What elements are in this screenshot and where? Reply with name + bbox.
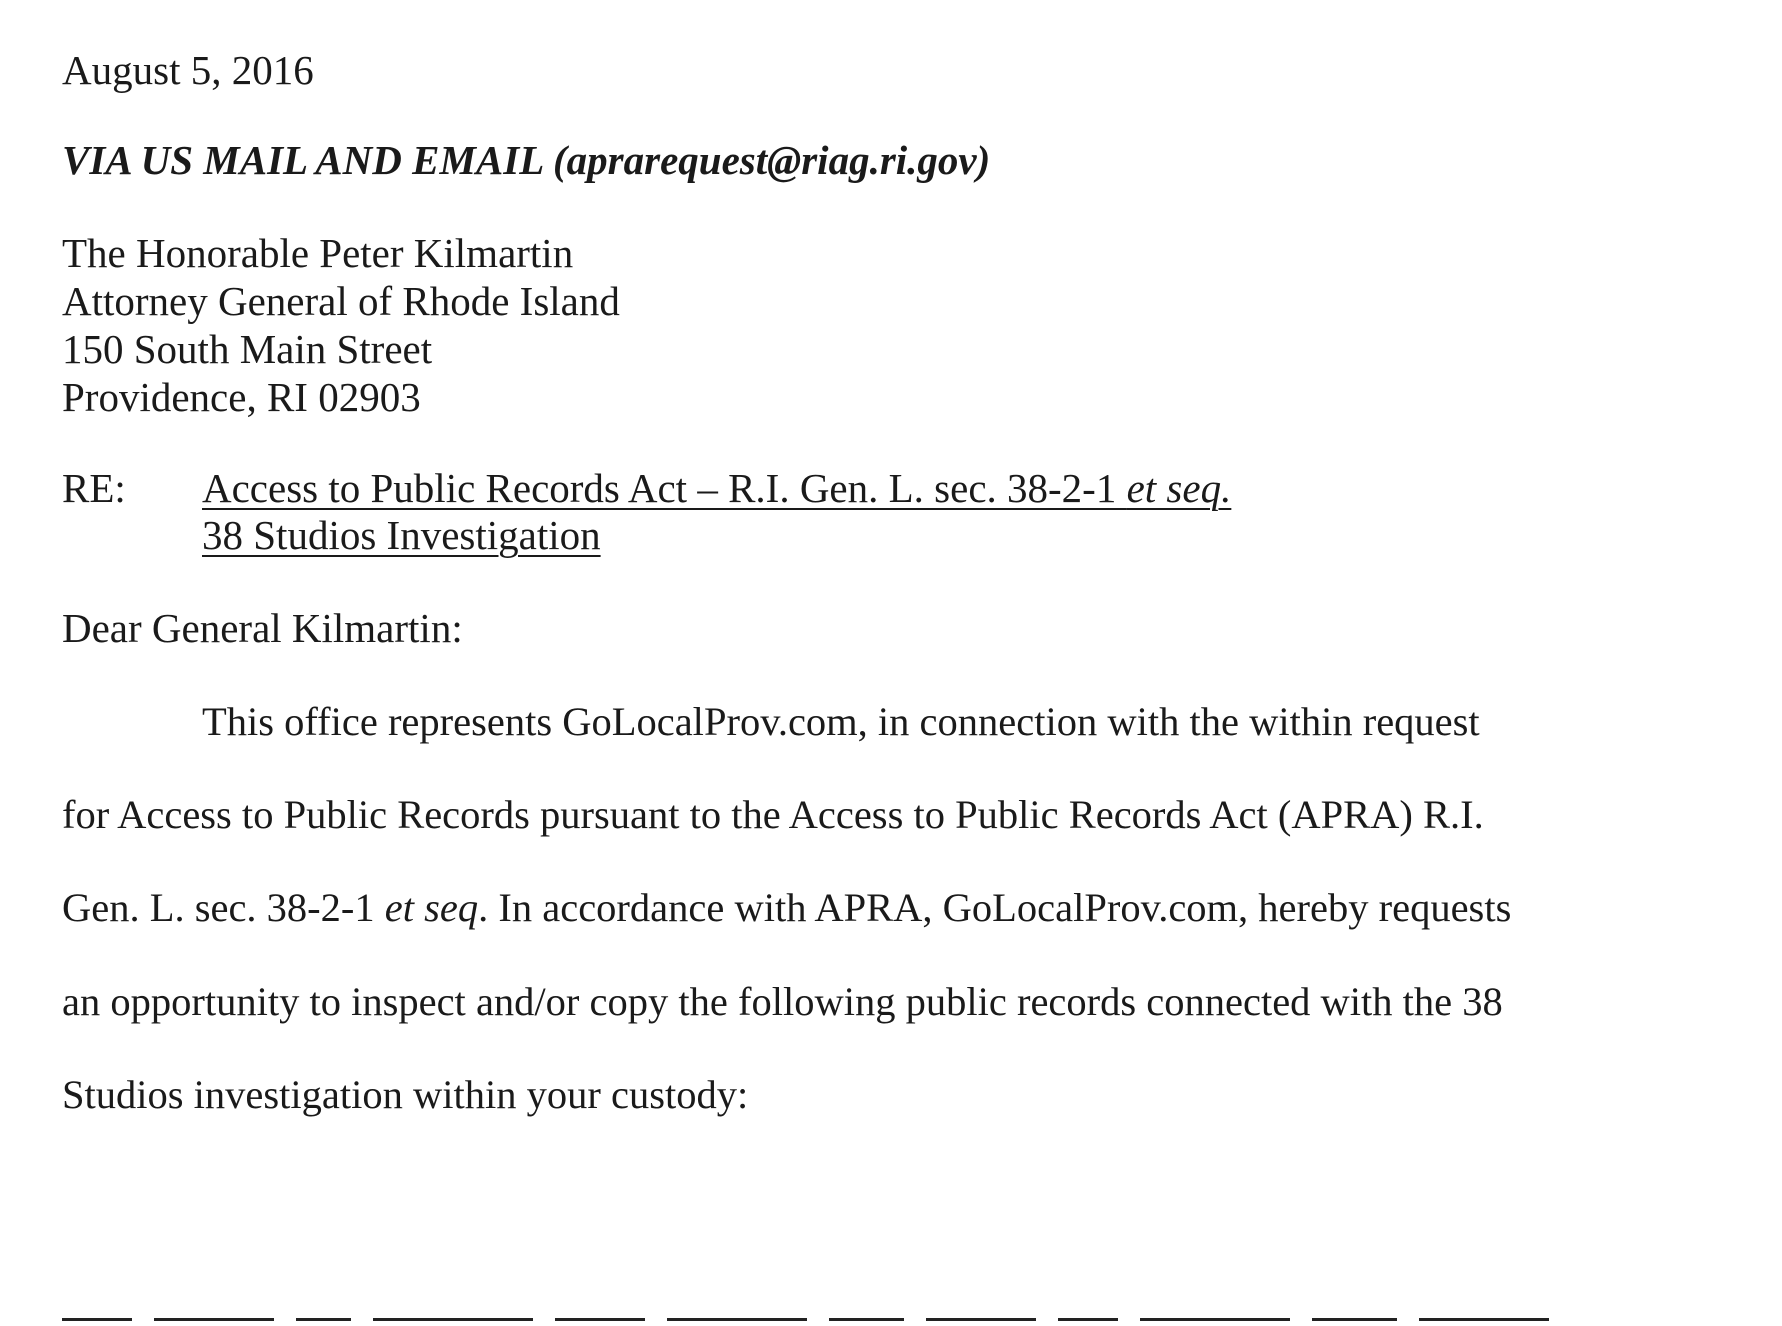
re-subject-italic: et seq. xyxy=(1126,465,1232,511)
re-label: RE: xyxy=(62,465,126,511)
body-line-3-a: Gen. L. sec. 38-2-1 xyxy=(62,885,385,930)
body-line-2: for Access to Public Records pursuant to the Access to Public Records Act (APRA) R.I. xyxy=(62,792,1484,837)
recipient-name: The Honorable Peter Kilmartin xyxy=(62,230,574,276)
cropped-next-line xyxy=(62,1318,1752,1326)
recipient-title: Attorney General of Rhode Island xyxy=(62,278,620,324)
body-line-1: This office represents GoLocalProv.com, in connection with the within request xyxy=(202,699,1480,744)
letter-date: August 5, 2016 xyxy=(62,47,314,93)
body-line-3-italic: et seq xyxy=(384,885,479,930)
body-line-5: Studios investigation within your custody: xyxy=(62,1072,749,1117)
body-line-3 xyxy=(62,885,1512,930)
recipient-street: 150 South Main Street xyxy=(62,326,433,372)
re-subject-line-1 xyxy=(202,465,1232,511)
recipient-city: Providence, RI 02903 xyxy=(62,374,421,420)
salutation: Dear General Kilmartin: xyxy=(62,605,463,651)
body-line-4: an opportunity to inspect and/or copy the following public records connected with the 38 xyxy=(62,979,1503,1024)
body-line-3-b: . In accordance with APRA, GoLocalProv.com, hereby requests xyxy=(478,885,1512,930)
re-subject-line-2: 38 Studios Investigation xyxy=(202,512,601,558)
re-subject-main: Access to Public Records Act – R.I. Gen. L. sec. 38-2-1 xyxy=(202,465,1127,511)
delivery-method: VIA US MAIL AND EMAIL (aprarequest@riag.ri.gov) xyxy=(62,137,991,183)
